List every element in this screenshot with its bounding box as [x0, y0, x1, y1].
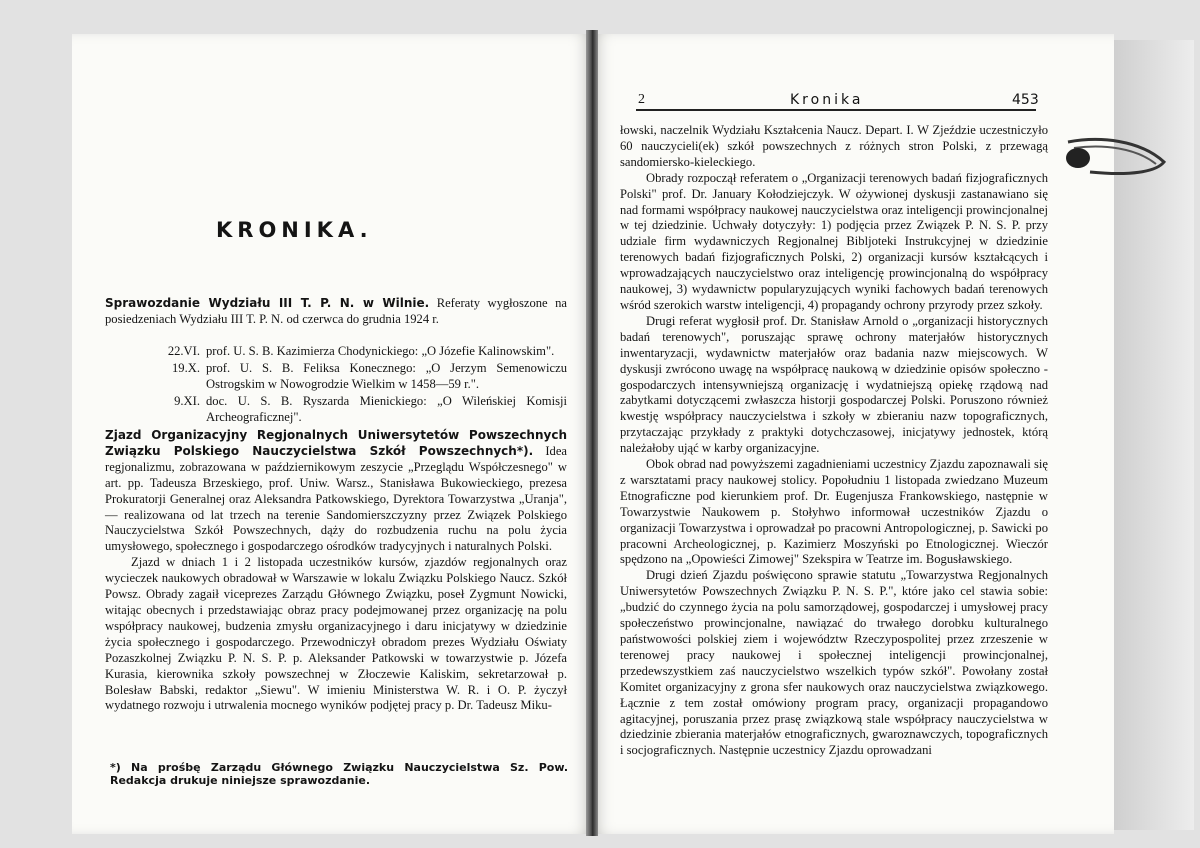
page-number: 453: [1012, 92, 1039, 108]
lecture-entry: [105, 360, 567, 392]
running-header-title: Kronika: [790, 92, 864, 108]
right-page-body: [620, 123, 1048, 759]
section1-heading: Sprawozdanie Wydziału III T. P. N. w Wilnie.: [105, 296, 430, 310]
lecture-text: prof. U. S. B. Feliksa Konecznego: „O Jerzym Semenowiczu Ostrogskim w Nowogrodzie Wielkim w 1458—59 r.".: [206, 361, 567, 391]
lecture-date: 19.X.: [172, 361, 200, 375]
book-gutter: [586, 30, 598, 836]
section3-paragraph: Zjazd w dniach 1 i 2 listopada uczestników kursów, zjazdów regjonalnych oraz wycieczek naukowych obradował w Warszawie w lokalu Związku Polskiego Naucz. Szkół Powsz. Obrady zagaił viceprezes Zarządu Głównego Związku, poseł Zygmunt Nowicki, witając obecnych i przedstawiając obraz pracy podejmowanej przez organizację na polu współpracy naukowej, budzenia zmysłu organizacyjnego i daru inicjatywy w dziedzinie życia społecznego i gospodarczego. Przewodniczył obradom prezes Wydziału Oświaty Pozaszkolnej Związku P. N. S. P. p. Aleksander Patkowski w towarzystwie p. Józefa Kurasia, kierownika szkoły powszechnej w Złoczewie Kaliskim, sekretarzował p. Bolesław Babski, redaktor „Siewu". W imieniu Ministerstwa W. R. i O. P. życzył wydatnego rozwoju i utrwalenia mocnego wyników podjętej pracy p. Dr. Tadeusz Miku-: [105, 555, 567, 713]
header-rule: [636, 109, 1036, 111]
body-paragraph: łowski, naczelnik Wydziału Kształcenia Naucz. Depart. I. W Zjeździe uczestniczyło 60 nauczycieli(ek) szkół powszechnych z różnych stron Polski, z przewagą sandomiersko-kieleckiego.: [620, 123, 1048, 169]
body-paragraph: Drugi referat wygłosił prof. Dr. Stanisław Arnold o „organizacji historycznych badań terenowych", poruszając sprawę ochrony materjałów historycznych inwentaryzacji, wydawnictw materjałów oraz badania nazw miejscowych. W dyskusji zwrócono uwagę na współpracę naukową w dziedzinie opisów społeczno - gospodarczych intensywniejszą organizację i wydatniejszą opiekę rządową nad zabytkami dotyczącemi zwłaszcza historji gospodarczej Polski. Poruszono również kwestję współpracy nauczycielstwa i szkoły w zbieraniu nazw topograficznych, przytaczając przykłady z praktyki dotychczasowej, inicjatywy jednostek, którą należałoby ująć w karby organizacyjne.: [620, 313, 1048, 456]
lecture-entry: [105, 393, 567, 425]
lecture-date: 22.VI.: [167, 344, 200, 358]
body-paragraph: Drugi dzień Zjazdu poświęcono sprawie statutu „Towarzystwa Regjonalnych Uniwersytetów Powszechnych Związku P. N. S. P.", które jako cel stawia sobie: „budzić do czynnego życia na polu samorządowej, gospodarczej i umysłowej pracy społeczeństwo prowincjonalne, nawiązać do trwałego dorobku kulturalnego państwowości polskiej ziem i województw Rzeczypospolitej przez zrzeszenie w terenowej pracy naukowej i społecznej inteligencji prowincjonalnej, przedewszystkiem zaś nauczycielstwo wszelkich typów szkół". Powołany został Komitet organizacyjny z grona sfer naukowych oraz nauczycielstwa związkowego. Łącznie z tem został omówiony program pracy, organizacji propagandowo agitacyjnej, poruszania przez prasę związkową stale współpracy nauczycielstwa w dziedzinie zbierania materjałów etnograficznych, gwaroznawczych, topograficznych i socjograficznych. Następnie uczestnicy Zjazdu oprowadzani: [620, 568, 1048, 758]
header-signature-number: 2: [638, 92, 645, 107]
lecture-list: [105, 343, 567, 426]
body-paragraph: Obok obrad nad powyższemi zagadnieniami uczestnicy Zjazdu zapoznawali się z warsztatami pracy naukowej stolicy. Popołudniu 1 listopada zwiedzano Muzeum Etnograficzne pod kierunkiem prof. Dr. Eugenjusza Frankowskiego, następnie w Towarzystwie Naukowem p. Stołyhwo informował uczestników Zjazdu o organizacji Towarzystwa i oprowadzał po pracowni Antropologicznej, p. Sawicki po pracowni Archeologicznej, p. Kazimierz Moszyński po Etnologicznej. Wieczór spędzono na „Opowieści Zimowej" Szekspira w Teatrze im. Bogusławskiego.: [620, 457, 1048, 567]
lecture-entry: [105, 343, 567, 359]
body-paragraph: Obrady rozpoczął referatem o „Organizacji terenowych badań fizjograficznych Polski" prof. Dr. January Kołodziejczyk. W ożywionej dyskusji zastanawiano się nad formami współpracy naukowej nauczycielstwa oraz inteligencji prowincjonalnej w tej dziedzinie. Uchwały dotyczyły: 1) podjęcia przez Związek P. N. S. P. przy udziale firm wydawniczych Regjonalnej Bibljoteki Instrukcyjnej w dziedzinie terenowych badań fizjograficznych Polski, 2) organizacji kursów kształcących i wprowadzających nauczycielstwo oraz inteligencję prowincjonalną do współpracy naukowej, 3) wydawnictw popularyzujących wyniki fachowych badań terenowych wśród szerokich warstw inteligencji, 4) propagandy ochrony przyrody przez szkoły.: [620, 170, 1048, 312]
footnote: *) Na prośbę Zarządu Głównego Związku Nauczycielstwa Sz. Pow. Redakcja drukuje niniejsze sprawozdanie.: [110, 761, 568, 787]
section1-text: Referaty wygłoszone na posiedzeniach Wydziału III T. P. N. od czerwca do grudnia 1924 r.: [105, 296, 567, 326]
section2-block: [105, 428, 567, 714]
chronicle-title: KRONIKA.: [216, 218, 373, 242]
section1-paragraph: [105, 295, 567, 327]
paperclip-icon: [1060, 128, 1170, 188]
lecture-date: 9.XI.: [174, 394, 200, 408]
section2-text: Idea regjonalizmu, zobrazowana w październikowym zeszycie „Przeglądu Współczesnego" w art. pp. Tadeusza Brzeskiego, prof. Uniw. Warsz., Stanisława Bukowieckiego, prezesa Prokuratorji Generalnej oraz Aleksandra Patkowskiego, Dyrektora Towarzystwa „Uranja", — realizowana od lat trzech na terenie Sandomierszczyzny przez Związek Polskiego Nauczycielstwa Szkół Powszechnych, dąży do rozbudzenia ruchu na polu życia umysłowego, społecznego i gospodarczego ośrodków tradycyjnych i naturalnych Polski.: [105, 443, 567, 554]
section2-heading: Zjazd Organizacyjny Regjonalnych Uniwersytetów Powszechnych Związku Polskiego Nauczycielstwa Szkół Powszechnych*).: [105, 428, 567, 458]
section2-paragraph: [105, 428, 567, 555]
lecture-text: doc. U. S. B. Ryszarda Mienickiego: „O Wileńskiej Komisji Archeograficznej".: [206, 394, 567, 424]
lecture-text: prof. U. S. B. Kazimierza Chodynickiego: „O Józefie Kalinowskim".: [206, 344, 555, 358]
